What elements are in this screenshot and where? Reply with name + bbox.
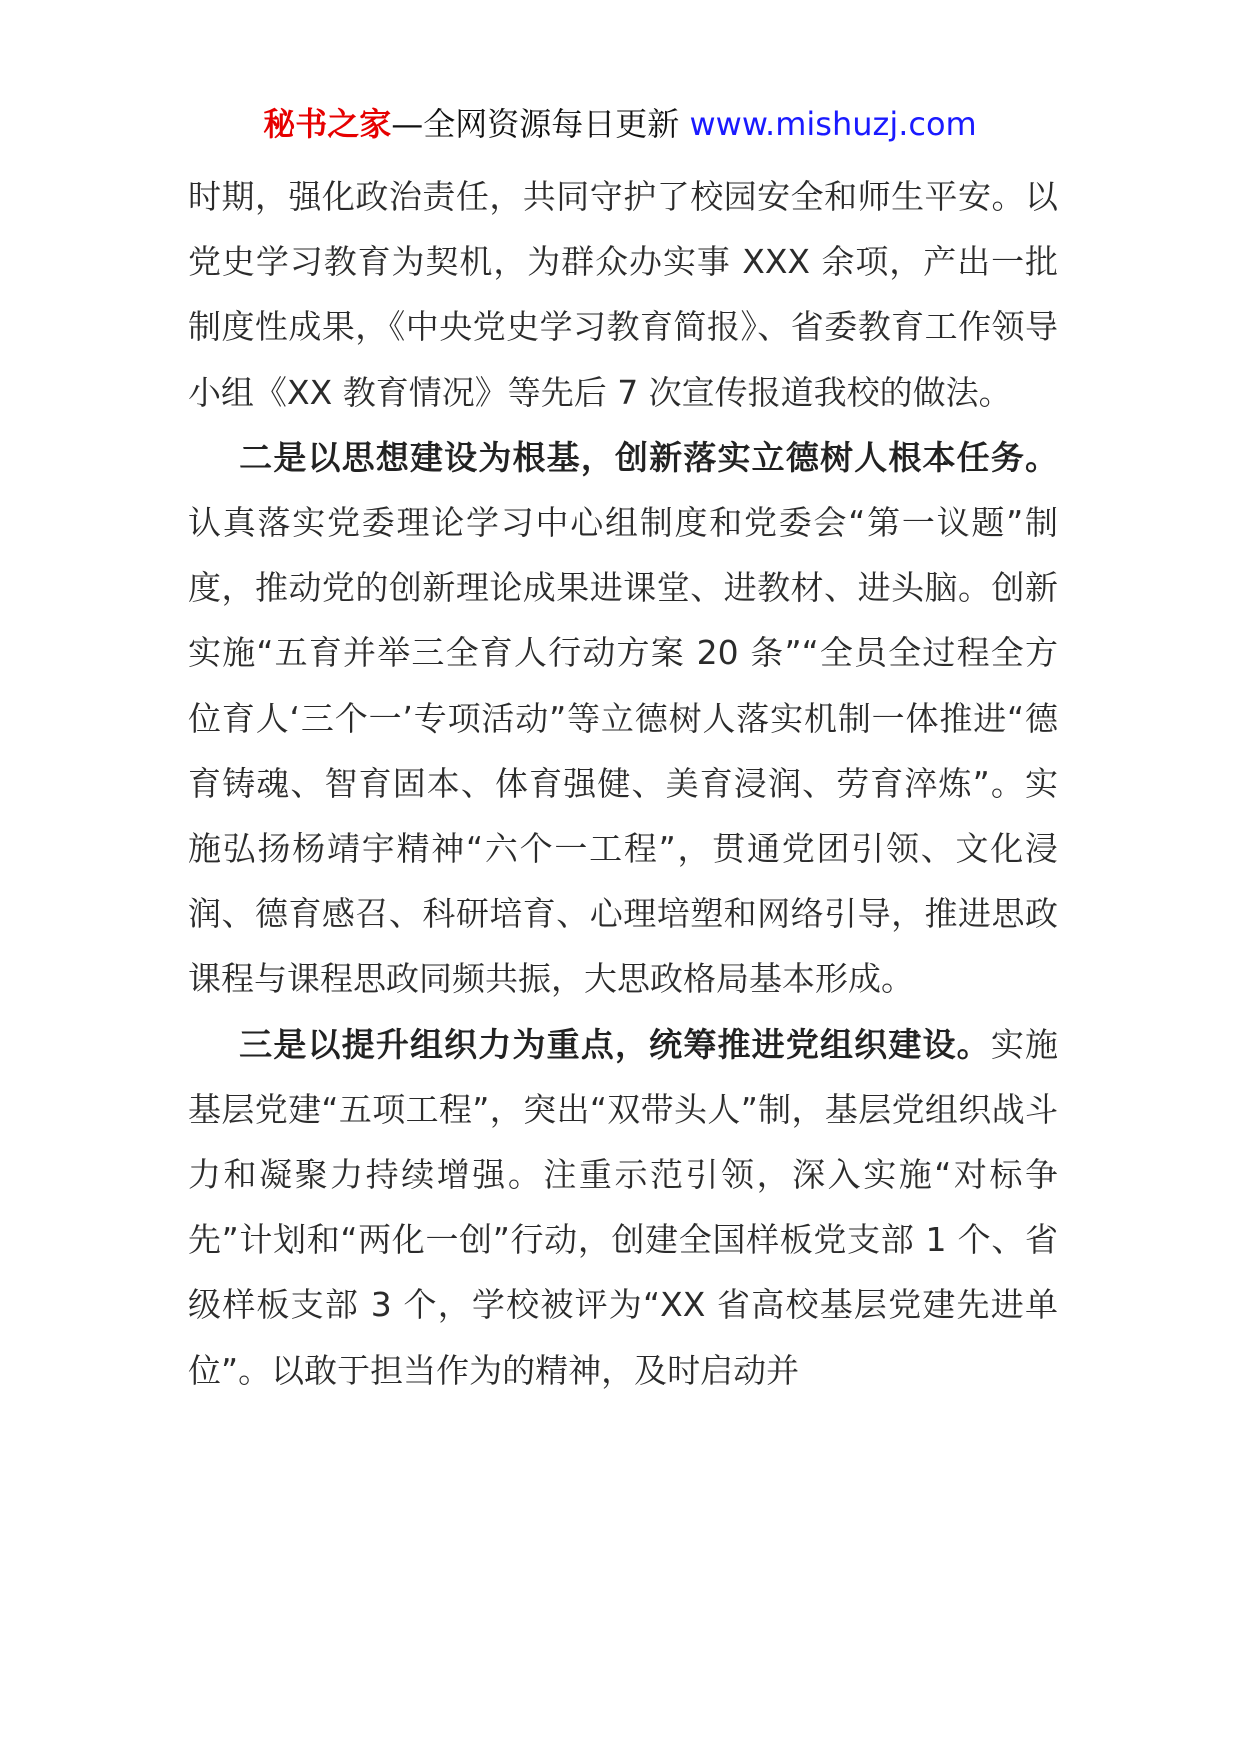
paragraph-text: 实施基层党建“五项工程”，突出“双带头人”制，基层党组织战斗力和凝聚力持续增强。注重示范引领，深入实施“对标争先”计划和“两化一创”行动，创建全国样板党支部 1 个、省级样板支部 3 个，学校被评为“XX 省高校基层党建先进单位”。以敢于担当作为的精神，及时启动并 <box>188 1024 1059 1390</box>
site-url-link[interactable]: www.mishuzj.com <box>689 105 977 143</box>
brand-name: 秘书之家 <box>263 105 392 143</box>
paragraph-lead-heading: 三是以提升组织力为重点，统筹推进党组织建设。 <box>238 1024 991 1064</box>
paragraph-continuation <box>188 164 1058 425</box>
document-body <box>188 164 1058 1403</box>
paragraph-organization-building <box>188 1012 1058 1403</box>
paragraph-text: 认真落实党委理论学习中心组制度和党委会“第一议题”制度，推动党的创新理论成果进课堂、进教材、进头脑。创新实施“五育并举三全育人行动方案 20 条”“全员全过程全方位育人‘三个一’专项活动”等立德树人落实机制一体推进“德育铸魂、智育固本、体育强健、美育浸润、劳育淬炼”。实施弘扬杨靖宇精神“六个一工程”，贯通党团引领、文化浸润、德育感召、科研培育、心理培塑和网络引导，推进思政课程与课程思政同频共振，大思政格局基本形成。 <box>188 503 1058 999</box>
page-header <box>0 100 1240 148</box>
header-tagline: —全网资源每日更新 <box>391 105 680 143</box>
paragraph-text: 时期，强化政治责任，共同守护了校园安全和师生平安。以党史学习教育为契机，为群众办实事 XXX 余项，产出一批制度性成果，《中央党史学习教育简报》、省委教育工作领导小组《XX 教育情况》等先后 7 次宣传报道我校的做法。 <box>188 177 1058 412</box>
paragraph-ideological-building <box>188 425 1058 1012</box>
paragraph-lead-heading: 二是以思想建设为根基，创新落实立德树人根本任务。 <box>238 437 1058 477</box>
